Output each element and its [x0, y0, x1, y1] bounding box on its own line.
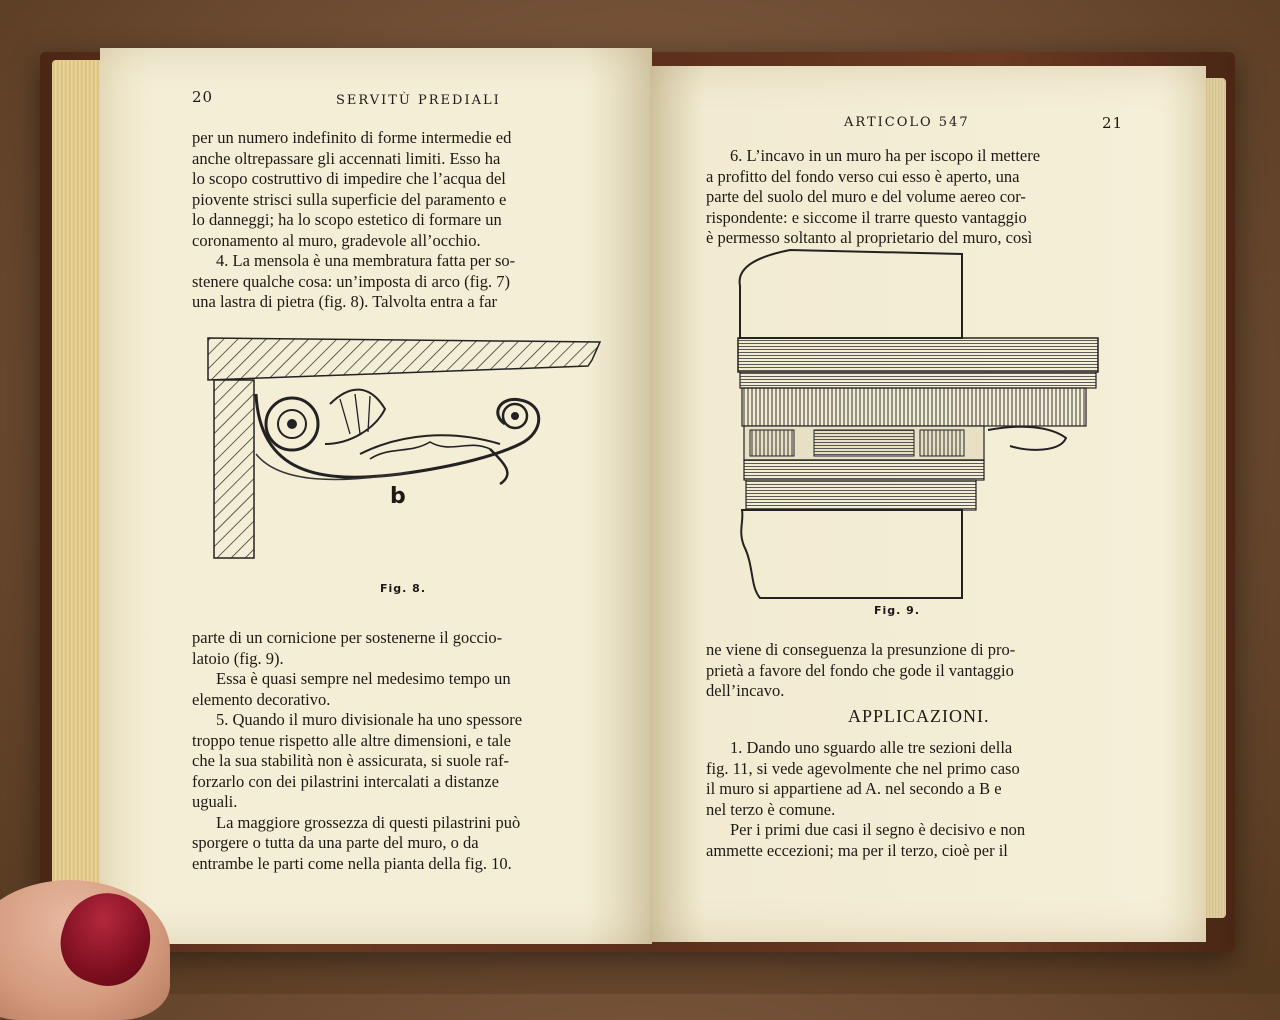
text-line: fig. 11, si vede agevolmente che nel primo caso [706, 758, 1020, 778]
left-text-top [192, 128, 618, 313]
text-line: anche oltrepassare gli accennati limiti. Esso ha [192, 148, 501, 168]
text-line: coronamento al muro, gradevole all’occhio. [192, 230, 481, 250]
text-line: lo scopo costruttivo di impedire che l’acqua del [192, 169, 506, 188]
text-line: rispondente: e siccome il trarre questo vantaggio [706, 207, 1027, 227]
text-line: una lastra di pietra (fig. 8). Talvolta entra a far [192, 292, 498, 311]
left-page [100, 48, 652, 944]
right-page [650, 66, 1206, 942]
section-heading: APPLICAZIONI. [848, 706, 990, 726]
text-line: 1. Dando uno sguardo alle tre sezioni della [730, 738, 1013, 757]
right-text-top [706, 146, 1124, 249]
text-line: troppo tenue rispetto alle altre dimensioni, e tale [192, 730, 511, 750]
text-line: Per i primi due casi il segno è decisivo e non [730, 820, 1026, 839]
right-text-middle [706, 640, 1124, 702]
text-line: ammette eccezioni; ma per il terzo, cioè per il [706, 840, 1008, 860]
text-line: 6. L’incavo in un muro ha per iscopo il mettere [730, 146, 1041, 165]
page-edges-left [52, 60, 102, 930]
text-line: La maggiore grossezza di questi pilastrini può [216, 812, 521, 832]
text-line: 4. La mensola è una membratura fatta per so- [216, 251, 516, 270]
text-line: elemento decorativo. [192, 689, 331, 709]
text-line: dell’incavo. [706, 681, 785, 700]
right-page-number: 21 [1102, 114, 1124, 132]
left-text-bottom [192, 628, 618, 874]
right-text-bottom [706, 738, 1124, 861]
right-running-head: ARTICOLO 547 [844, 115, 970, 130]
text-line: forzarlo con dei pilastrini intercalati a distanze [192, 771, 499, 791]
text-line: a profitto del fondo verso cui esso è aperto, una [706, 166, 1020, 186]
text-line: è permesso soltanto al proprietario del muro, così [706, 228, 1033, 247]
text-line: lo danneggi; ha lo scopo estetico di formare un [192, 210, 502, 229]
figure-caption: Fig. 8. [380, 582, 426, 595]
text-line: latoio (fig. 9). [192, 648, 284, 668]
text-line: il muro si appartiene ad A. nel secondo a B e [706, 779, 1002, 798]
text-line: per un numero indefinito di forme intermedie ed [192, 128, 512, 147]
text-line: parte di un cornicione per sostenerne il goccio- [192, 628, 503, 647]
text-line: prietà a favore del fondo che gode il vantaggio [706, 660, 1014, 680]
text-line: entrambe le parti come nella pianta della fig. 10. [192, 853, 512, 873]
figure-letter: b [390, 484, 406, 509]
left-running-head: SERVITÙ PREDIALI [336, 93, 501, 108]
figure-caption: Fig. 9. [874, 604, 920, 617]
left-page-number: 20 [192, 88, 214, 106]
text-line: parte del suolo del muro e del volume aereo cor- [706, 187, 1026, 206]
cornice-illustration [730, 246, 1110, 606]
text-line: sporgere o tutta da una parte del muro, o da [192, 833, 479, 852]
text-line: uguali. [192, 792, 238, 811]
text-line: che la sua stabilità non è assicurata, si suole raf- [192, 751, 510, 770]
text-line: nel terzo è comune. [706, 799, 836, 819]
text-line: piovente strisci sulla superficie del paramento e [192, 189, 507, 209]
bracket-illustration [200, 334, 610, 564]
text-line: stenere qualche cosa: un’imposta di arco (fig. 7) [192, 271, 510, 291]
text-line: ne viene di conseguenza la presunzione di pro- [706, 640, 1016, 659]
text-line: Essa è quasi sempre nel medesimo tempo un [216, 669, 511, 688]
text-line: 5. Quando il muro divisionale ha uno spessore [216, 710, 523, 729]
